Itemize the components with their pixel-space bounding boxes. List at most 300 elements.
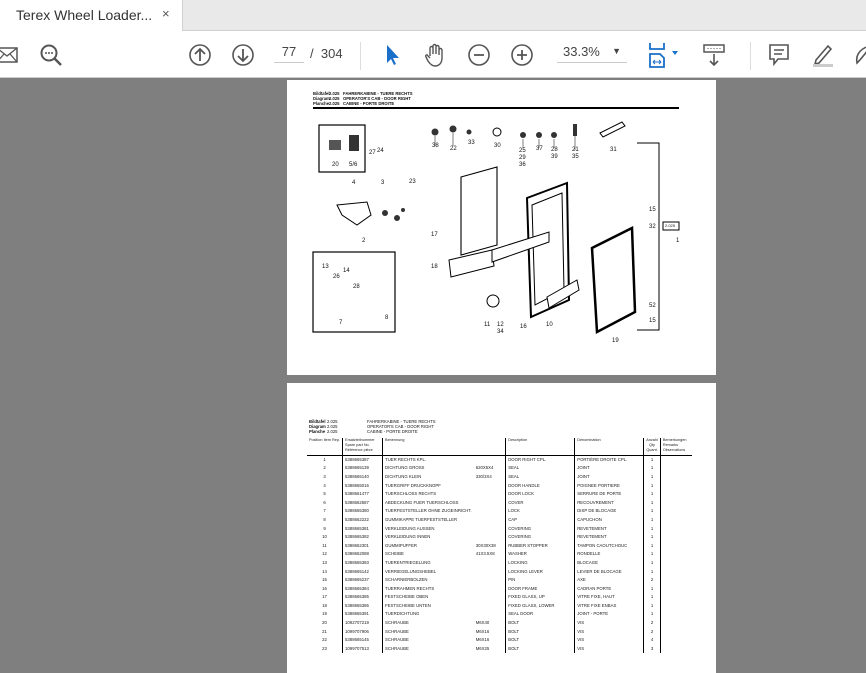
cell-description: SEAL DOOR bbox=[506, 610, 575, 619]
cell-part-number: 5388662222 bbox=[343, 515, 383, 524]
header-code: 2.025 bbox=[327, 419, 338, 424]
cell-description: FIXED GLASS, LOWER bbox=[506, 601, 575, 610]
cell-remarks bbox=[660, 481, 692, 490]
callout: 8 bbox=[385, 315, 389, 321]
header-label: Planche bbox=[309, 429, 326, 434]
cell-quantity: 1 bbox=[644, 584, 661, 593]
cell-quantity: 1 bbox=[644, 489, 661, 498]
cell-part-number: 5388665016 bbox=[343, 481, 383, 490]
table-row bbox=[307, 515, 692, 524]
cell-position: 4 bbox=[323, 482, 326, 488]
cell-position: 11 bbox=[322, 542, 327, 548]
callout: 30 bbox=[494, 143, 501, 149]
cell-benennung: SCHRAUBE bbox=[383, 618, 474, 627]
email-icon[interactable] bbox=[0, 42, 20, 68]
cell-description: DOOR RIGHT CPL. bbox=[506, 455, 575, 464]
callout: 19 bbox=[612, 338, 619, 344]
col-quantity: Anzahl Qty Quant. bbox=[644, 438, 661, 455]
cell-benennung: SCHRAUBE bbox=[383, 635, 474, 644]
table-row bbox=[307, 627, 692, 636]
header-code: 2.025 bbox=[329, 91, 340, 96]
pdf-page-77 bbox=[287, 80, 716, 375]
reference-box-label: 2.025 bbox=[665, 223, 676, 228]
cell-part-number: 5388665387 bbox=[343, 455, 383, 464]
cell-benennung: TUERFESTSTELLER OHNE ZUGEINRICHT. bbox=[383, 507, 474, 516]
cell-benennung: SCHRAUBE bbox=[383, 644, 474, 653]
callout: 52 bbox=[649, 303, 656, 309]
cell-benennung: VERKLEIDUNG INNEN bbox=[383, 532, 474, 541]
callout: 24 bbox=[377, 148, 384, 154]
zoom-in-button[interactable] bbox=[509, 42, 535, 68]
callout: 5/6 bbox=[349, 162, 358, 168]
cell-remarks bbox=[660, 541, 692, 550]
cell-quantity: 1 bbox=[644, 515, 661, 524]
cell-description: DOOR LOCK bbox=[506, 489, 575, 498]
header-title: OPERATOR'S CAB - DOOR RIGHT bbox=[367, 424, 434, 429]
cell-remarks bbox=[660, 584, 692, 593]
callout: 39 bbox=[551, 154, 558, 160]
cell-benennung: DICHTUNG KLEIN bbox=[383, 472, 474, 481]
cell-remarks bbox=[660, 515, 692, 524]
cell-description: FIXED GLASS, UP bbox=[506, 593, 575, 602]
cell-quantity: 1 bbox=[644, 541, 661, 550]
col-benennung: Benennung bbox=[383, 438, 474, 455]
cell-quantity: 1 bbox=[644, 610, 661, 619]
col-part-number: Ersatzteilnummer Spare part No. Référence pièce bbox=[343, 438, 383, 455]
callout: 28 bbox=[353, 284, 360, 290]
cell-part-number: 5388661477 bbox=[343, 489, 383, 498]
cell-denomination: CAPUCHON bbox=[575, 515, 644, 524]
callout: 34 bbox=[497, 329, 504, 335]
cell-remarks bbox=[660, 524, 692, 533]
table-row bbox=[307, 584, 692, 593]
cell-description: BOLT bbox=[506, 618, 575, 627]
cell-position: 15 bbox=[322, 577, 327, 583]
page-total-value: 304 bbox=[320, 46, 343, 61]
cell-remarks bbox=[660, 532, 692, 541]
cell-part-number: 5388665381 bbox=[343, 524, 383, 533]
cell-benennung: SCHRAUBE bbox=[383, 627, 474, 636]
cell-dimension bbox=[474, 498, 506, 507]
cell-position: 20 bbox=[322, 620, 327, 626]
table-row bbox=[307, 644, 692, 653]
table-row bbox=[307, 481, 692, 490]
header-title: FAHRERKABINE - TUERE RECHTS bbox=[343, 91, 413, 96]
cell-description: COVERING bbox=[506, 532, 575, 541]
cell-dimension bbox=[474, 524, 506, 533]
chevron-down-icon: ▼ bbox=[612, 46, 621, 56]
cell-dimension bbox=[474, 584, 506, 593]
cell-position: 17 bbox=[322, 594, 327, 600]
cell-part-number: 5388665384 bbox=[343, 584, 383, 593]
cell-part-number: 1099707513 bbox=[343, 644, 383, 653]
cell-remarks bbox=[660, 635, 692, 644]
table-row bbox=[307, 567, 692, 576]
cell-position: 5 bbox=[323, 491, 326, 497]
cell-description: SEAL bbox=[506, 472, 575, 481]
cell-dimension bbox=[474, 575, 506, 584]
col-remarks: Bemerkungen Remarks Observations bbox=[660, 438, 692, 455]
cell-position: 14 bbox=[322, 568, 327, 574]
cell-dimension bbox=[474, 489, 506, 498]
cell-denomination: SERRURE DE PORTE bbox=[575, 489, 644, 498]
cell-part-number: 1092707219 bbox=[343, 618, 383, 627]
fit-page-button[interactable] bbox=[645, 42, 681, 68]
callout: 10 bbox=[546, 322, 553, 328]
cell-denomination: JOINT bbox=[575, 472, 644, 481]
cell-dimension: M6X40 bbox=[475, 620, 490, 626]
callout: 13 bbox=[322, 264, 329, 270]
cell-part-number: 5388662088 bbox=[343, 550, 383, 559]
cell-part-number: 5388665140 bbox=[343, 472, 383, 481]
cell-dimension bbox=[474, 507, 506, 516]
close-tab-icon[interactable]: × bbox=[162, 6, 170, 21]
callout: 17 bbox=[431, 232, 438, 238]
cell-position: 6 bbox=[323, 499, 326, 505]
cell-benennung: ABDECKUNG FUER TUERSCHLOSS bbox=[383, 498, 474, 507]
callout: 20 bbox=[332, 162, 339, 168]
cell-quantity: 1 bbox=[644, 498, 661, 507]
cell-description: DOOR FRAME bbox=[506, 584, 575, 593]
cell-quantity: 1 bbox=[644, 507, 661, 516]
callout: 37 bbox=[536, 146, 543, 152]
cell-position: 16 bbox=[322, 585, 327, 591]
cell-benennung: SCHEIBE bbox=[383, 550, 474, 559]
page-header bbox=[309, 419, 436, 434]
cell-position: 19 bbox=[322, 611, 327, 617]
col-denomination: Dénomination bbox=[575, 438, 644, 455]
cell-dimension bbox=[474, 532, 506, 541]
cell-quantity: 1 bbox=[644, 481, 661, 490]
callout: 14 bbox=[343, 268, 350, 274]
cell-dimension: 620X5X4 bbox=[475, 465, 494, 471]
zoom-level-dropdown[interactable] bbox=[557, 44, 627, 63]
cell-remarks bbox=[660, 472, 692, 481]
cell-denomination: RECOUVREMENT bbox=[575, 498, 644, 507]
cell-quantity: 1 bbox=[644, 472, 661, 481]
tab-title: Terex Wheel Loader... bbox=[16, 7, 153, 23]
table-header bbox=[307, 438, 692, 455]
cell-remarks bbox=[660, 507, 692, 516]
header-title: OPERATOR'S CAB - DOOR RIGHT bbox=[343, 96, 411, 101]
cell-description: WASHER bbox=[506, 550, 575, 559]
page-total bbox=[310, 46, 343, 61]
cell-denomination: VIS bbox=[575, 644, 644, 653]
cell-part-number: 5388665385 bbox=[343, 593, 383, 602]
cell-benennung: TUER RECHTS KPL. bbox=[383, 455, 474, 464]
table-row bbox=[307, 618, 692, 627]
cell-quantity: 1 bbox=[644, 567, 661, 576]
callout: 21 bbox=[572, 147, 579, 153]
callout: 2 bbox=[362, 238, 366, 244]
cell-remarks bbox=[660, 558, 692, 567]
pdf-page-78 bbox=[287, 383, 716, 673]
toolbar bbox=[0, 31, 866, 78]
cell-denomination: VIS bbox=[575, 635, 644, 644]
cell-remarks bbox=[660, 489, 692, 498]
cell-quantity: 3 bbox=[644, 644, 661, 653]
cell-position: 2 bbox=[323, 465, 326, 471]
table-row bbox=[307, 635, 692, 644]
cell-description: RUBBER STOPPER bbox=[506, 541, 575, 550]
callout: 3 bbox=[381, 180, 385, 186]
cell-benennung: FESTSCHEIBE OBEN bbox=[383, 593, 474, 602]
header-code: 2.025 bbox=[327, 424, 338, 429]
table-row bbox=[307, 498, 692, 507]
cell-denomination: TAMPON CAOUTCHOUC bbox=[575, 541, 644, 550]
cell-dimension bbox=[474, 610, 506, 619]
callout: 15 bbox=[649, 207, 656, 213]
col-dimension bbox=[474, 438, 506, 455]
zoom-out-button[interactable] bbox=[466, 42, 492, 68]
cell-quantity: 1 bbox=[644, 593, 661, 602]
cell-position: 23 bbox=[322, 645, 327, 651]
callout: 22 bbox=[450, 146, 457, 152]
header-title: FAHRERKABINE - TUERE RECHTS bbox=[367, 419, 436, 424]
cell-position: 8 bbox=[323, 516, 326, 522]
cell-benennung: VERKLEIDUNG AUSSEN bbox=[383, 524, 474, 533]
cell-remarks bbox=[660, 567, 692, 576]
cell-part-number: 5388665142 bbox=[343, 567, 383, 576]
cell-denomination: JOINT bbox=[575, 464, 644, 473]
callout: 1 bbox=[676, 238, 680, 244]
header-label: Bildtafel bbox=[313, 91, 330, 96]
cell-quantity: 1 bbox=[644, 558, 661, 567]
cell-description: COVERING bbox=[506, 524, 575, 533]
callout: 26 bbox=[333, 274, 340, 280]
cell-remarks bbox=[660, 550, 692, 559]
cell-description: LOCKING LEVER bbox=[506, 567, 575, 576]
cell-denomination: POIGNEE PORTIERE bbox=[575, 481, 644, 490]
table-row bbox=[307, 524, 692, 533]
cell-position: 12 bbox=[322, 551, 327, 557]
cell-benennung: FESTSCHEIBE UNTEN bbox=[383, 601, 474, 610]
cell-denomination: AXE bbox=[575, 575, 644, 584]
cell-quantity: 2 bbox=[644, 618, 661, 627]
cell-benennung: TUERDICHTUNG bbox=[383, 610, 474, 619]
cell-dimension bbox=[474, 515, 506, 524]
cell-description: LOCKING bbox=[506, 558, 575, 567]
header-title: CABINE - PORTE DROITE bbox=[343, 101, 395, 106]
cell-denomination: PORTIÈRE DROITE CPL. bbox=[575, 455, 644, 464]
table-row bbox=[307, 507, 692, 516]
callout: 31 bbox=[610, 147, 617, 153]
cell-remarks bbox=[660, 601, 692, 610]
col-position: Position Item Rep. bbox=[307, 438, 343, 455]
callout: 29 bbox=[519, 155, 526, 161]
cell-denomination: REVETEMENT bbox=[575, 524, 644, 533]
cell-dimension: 41X3.5X8 bbox=[475, 551, 495, 557]
cell-benennung: VERRIEGELUNGSHEBEL bbox=[383, 567, 474, 576]
cell-quantity: 1 bbox=[644, 550, 661, 559]
header-title: CABINE - PORTE DROITE bbox=[367, 429, 418, 434]
search-icon[interactable] bbox=[38, 42, 64, 68]
header-label: Bildtafel bbox=[309, 419, 326, 424]
callout: 4 bbox=[352, 180, 356, 186]
cell-dimension bbox=[474, 567, 506, 576]
cell-remarks bbox=[660, 610, 692, 619]
cell-quantity: 1 bbox=[644, 464, 661, 473]
cell-benennung: TUERRAHMEN RECHTS bbox=[383, 584, 474, 593]
cell-denomination: BLOCAGE bbox=[575, 558, 644, 567]
callout: 11 bbox=[484, 322, 491, 328]
header-code: 2.025 bbox=[329, 96, 340, 101]
table-row bbox=[307, 464, 692, 473]
cell-description: BOLT bbox=[506, 627, 575, 636]
select-tool-icon[interactable] bbox=[379, 42, 405, 68]
cell-part-number: 5388665383 bbox=[343, 558, 383, 567]
cell-description: LOCK bbox=[506, 507, 575, 516]
cell-position: 9 bbox=[323, 525, 326, 531]
header-label: Diagram bbox=[313, 96, 330, 101]
cell-quantity: 2 bbox=[644, 575, 661, 584]
divider bbox=[360, 42, 361, 70]
cell-dimension bbox=[474, 455, 506, 464]
cell-dimension: 30X30X38 bbox=[475, 542, 496, 548]
cell-quantity: 1 bbox=[644, 601, 661, 610]
cell-position: 21 bbox=[322, 628, 327, 634]
cell-dimension bbox=[474, 593, 506, 602]
table-row bbox=[307, 532, 692, 541]
header-code: 2.025 bbox=[327, 429, 338, 434]
tab-bar bbox=[0, 0, 866, 31]
callout: 25 bbox=[519, 148, 526, 154]
draw-icon[interactable] bbox=[850, 42, 866, 68]
table-row bbox=[307, 472, 692, 481]
header-label: Diagram bbox=[309, 424, 326, 429]
callout: 18 bbox=[431, 264, 438, 270]
callout: 7 bbox=[339, 320, 343, 326]
callout: 23 bbox=[409, 179, 416, 185]
cell-denomination: CADRAN PORTE bbox=[575, 584, 644, 593]
previous-page-button[interactable] bbox=[187, 42, 213, 68]
cell-quantity: 1 bbox=[644, 524, 661, 533]
table-row bbox=[307, 601, 692, 610]
parts-table bbox=[307, 438, 692, 653]
highlight-pen-icon[interactable] bbox=[810, 42, 836, 68]
callout: 12 bbox=[497, 322, 504, 328]
table-row bbox=[307, 610, 692, 619]
cell-dimension: M6X16 bbox=[475, 628, 490, 634]
cell-description: SEAL bbox=[506, 464, 575, 473]
cell-benennung: TUERGRIFF DRUCKKNOPF bbox=[383, 481, 474, 490]
cell-dimension: 330/3X4 bbox=[475, 473, 492, 479]
comment-icon[interactable] bbox=[766, 42, 792, 68]
cell-remarks bbox=[660, 575, 692, 584]
cell-remarks bbox=[660, 593, 692, 602]
cell-part-number: 5388665391 bbox=[343, 610, 383, 619]
cell-benennung: TUERENTRIEGELUNG bbox=[383, 558, 474, 567]
cell-description: BOLT bbox=[506, 644, 575, 653]
callout: 35 bbox=[572, 154, 579, 160]
cell-dimension: M6X25 bbox=[475, 645, 490, 651]
callout: 38 bbox=[432, 143, 439, 149]
col-description: Description bbox=[506, 438, 575, 455]
cell-part-number: 5388662587 bbox=[343, 498, 383, 507]
table-row bbox=[307, 575, 692, 584]
cell-denomination: VIS bbox=[575, 627, 644, 636]
cell-quantity: 4 bbox=[644, 635, 661, 644]
cell-remarks bbox=[660, 618, 692, 627]
cell-denomination: RONDELLE bbox=[575, 550, 644, 559]
cell-benennung: TUERSCHLOSS RECHTS bbox=[383, 489, 474, 498]
cell-denomination: REVETEMENT bbox=[575, 532, 644, 541]
cell-position: 22 bbox=[322, 637, 327, 643]
table-row bbox=[307, 455, 692, 464]
callout: 15 bbox=[649, 318, 656, 324]
table-row bbox=[307, 550, 692, 559]
cell-description: CAP bbox=[506, 515, 575, 524]
cell-part-number: 1099707906 bbox=[343, 627, 383, 636]
cell-part-number: 5388662301 bbox=[343, 541, 383, 550]
cell-denomination: LEVIER DE BLOCAGE bbox=[575, 567, 644, 576]
cell-part-number: 5388665380 bbox=[343, 507, 383, 516]
scroll-mode-icon[interactable] bbox=[701, 42, 727, 68]
next-page-button[interactable] bbox=[230, 42, 256, 68]
cell-position: 10 bbox=[322, 534, 327, 540]
cell-position: 7 bbox=[323, 508, 326, 514]
cell-benennung: DICHTUNG GROSS bbox=[383, 464, 474, 473]
cell-dimension bbox=[474, 601, 506, 610]
cell-quantity: 1 bbox=[644, 532, 661, 541]
callout: 32 bbox=[649, 224, 656, 230]
callout: 36 bbox=[519, 162, 526, 168]
cell-denomination: VIS bbox=[575, 618, 644, 627]
cell-denomination: DISP DE BLOCAGE bbox=[575, 507, 644, 516]
hand-tool-icon[interactable] bbox=[422, 42, 448, 68]
cell-description: DOOR HANDLE bbox=[506, 481, 575, 490]
cell-position: 3 bbox=[323, 473, 326, 479]
cell-denomination: VITRE FIXE ENBAS bbox=[575, 601, 644, 610]
page-number-input[interactable]: 77 bbox=[274, 44, 304, 63]
cell-remarks bbox=[660, 644, 692, 653]
document-tab[interactable] bbox=[0, 0, 183, 32]
cell-remarks bbox=[660, 498, 692, 507]
cell-part-number: 5388665237 bbox=[343, 575, 383, 584]
cell-position: 1 bbox=[323, 457, 326, 463]
cell-part-number: 5388665382 bbox=[343, 532, 383, 541]
cell-denomination: VITRE FIXE, HAUT bbox=[575, 593, 644, 602]
cell-part-number: 5388665145 bbox=[343, 635, 383, 644]
table-row bbox=[307, 489, 692, 498]
cell-position: 18 bbox=[322, 602, 327, 608]
cell-benennung: SCHARNIERBOLZEN bbox=[383, 575, 474, 584]
cell-description: BOLT bbox=[506, 635, 575, 644]
cell-quantity: 1 bbox=[644, 455, 661, 464]
header-row bbox=[309, 429, 436, 434]
header-label: Planche bbox=[313, 101, 330, 106]
cell-remarks bbox=[660, 627, 692, 636]
callout: 33 bbox=[468, 140, 475, 146]
page-separator: / bbox=[310, 46, 314, 61]
cell-part-number: 5388665139 bbox=[343, 464, 383, 473]
callout: 27 bbox=[369, 150, 376, 156]
callout: 28 bbox=[551, 147, 558, 153]
table-row bbox=[307, 558, 692, 567]
divider bbox=[750, 42, 751, 70]
cell-description: PIN bbox=[506, 575, 575, 584]
zoom-level-value: 33.3% bbox=[563, 44, 600, 59]
callout: 16 bbox=[520, 324, 527, 330]
cell-description: COVER bbox=[506, 498, 575, 507]
cell-dimension bbox=[474, 481, 506, 490]
header-code: 2.025 bbox=[329, 101, 340, 106]
cell-benennung: GUMMIPUFFER bbox=[383, 541, 474, 550]
cell-remarks bbox=[660, 464, 692, 473]
cell-position: 13 bbox=[322, 559, 327, 565]
cell-remarks bbox=[660, 455, 692, 464]
table-row bbox=[307, 541, 692, 550]
